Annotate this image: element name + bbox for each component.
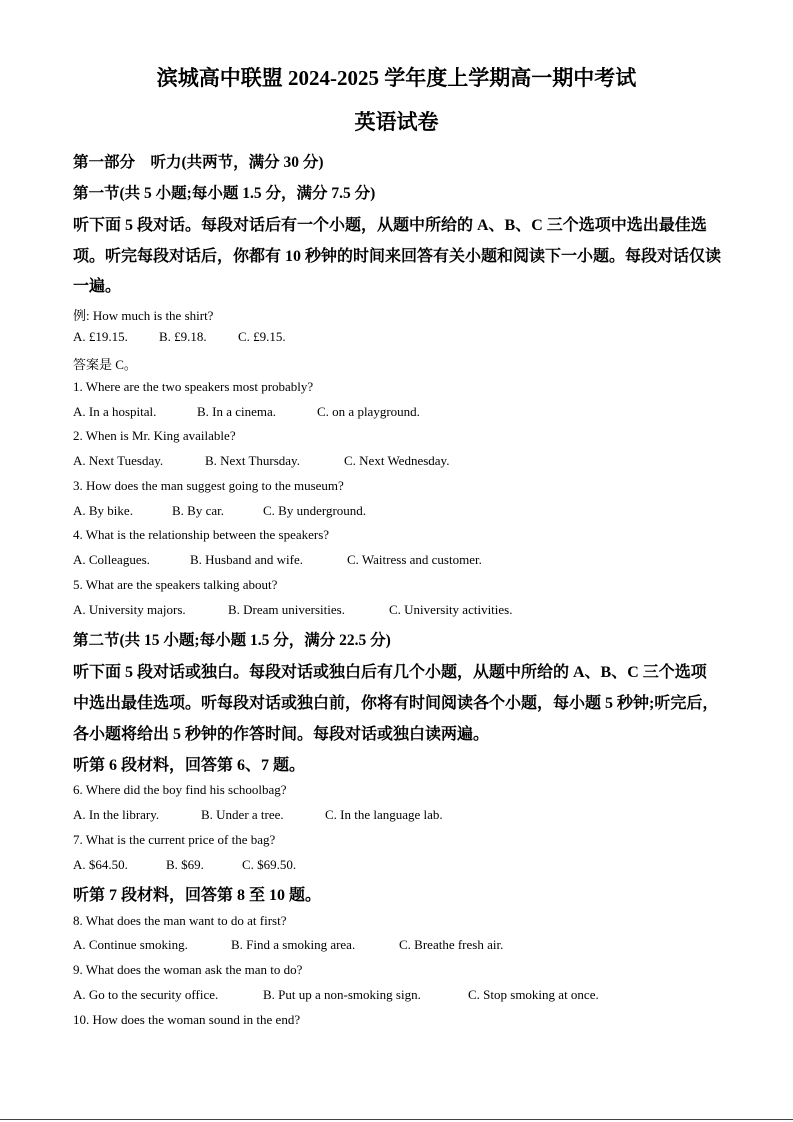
- example-answer: 答案是 C。: [73, 357, 137, 372]
- option: C. In the language lab.: [325, 807, 443, 822]
- option: A. Go to the security office.: [73, 987, 219, 1002]
- question: 5. What are the speakers talking about?: [73, 577, 278, 592]
- example-options: [73, 329, 286, 345]
- option: B. Find a smoking area.: [231, 937, 356, 952]
- section2-instruction: 各小题将给出 5 秒钟的作答时间。每段对话或独白读两遍。: [73, 726, 490, 743]
- option: B. In a cinema.: [197, 404, 277, 419]
- option: A. $64.50.: [73, 857, 128, 872]
- example-question: 例: How much is the shirt?: [73, 308, 214, 323]
- question: 2. When is Mr. King available?: [73, 428, 236, 443]
- question-options: [73, 404, 420, 420]
- question-options: [73, 602, 512, 618]
- question-options: [73, 807, 443, 823]
- option: B. $69.: [166, 857, 204, 872]
- question-options: [73, 987, 599, 1003]
- option: A. University majors.: [73, 602, 186, 617]
- option: C. $69.50.: [242, 857, 297, 872]
- section1-instruction: 一遍。: [73, 278, 122, 295]
- option: A. By bike.: [73, 503, 133, 518]
- option: B. Husband and wife.: [190, 552, 304, 567]
- material-heading: 听第 7 段材料，回答第 8 至 10 题。: [73, 887, 322, 904]
- option: A. Continue smoking.: [73, 937, 188, 952]
- section1-heading: 第一节(共 5 小题;每小题 1.5 分，满分 7.5 分): [73, 185, 376, 202]
- question: 9. What does the woman ask the man to do?: [73, 962, 303, 977]
- option: C. on a playground.: [317, 404, 420, 419]
- option: A. Colleagues.: [73, 552, 150, 567]
- question: 10. How does the woman sound in the end?: [73, 1012, 301, 1027]
- option: B. By car.: [172, 503, 224, 518]
- question: 4. What is the relationship between the speakers?: [73, 527, 330, 542]
- option: B. Next Thursday.: [205, 453, 300, 468]
- option: B. Under a tree.: [201, 807, 284, 822]
- option: B. Dream universities.: [228, 602, 345, 617]
- option: A. In the library.: [73, 807, 160, 822]
- option: C. By underground.: [263, 503, 367, 518]
- question: 6. Where did the boy find his schoolbag?: [73, 782, 287, 797]
- option: C. Breathe fresh air.: [399, 937, 504, 952]
- section2-instruction: 听下面 5 段对话或独白。每段对话或独白后有几个小题，从题中所给的 A、B、C 三个选项: [73, 664, 707, 681]
- option: A. In a hospital.: [73, 404, 157, 419]
- material-heading: 听第 6 段材料，回答第 6、7 题。: [73, 757, 306, 774]
- section2-instruction: 中选出最佳选项。听每段对话或独白前，你将有时间阅读各个小题，每小题 5 秒钟;听完后，: [73, 695, 719, 712]
- question-options: [73, 453, 449, 469]
- option: C. £9.15.: [238, 329, 286, 344]
- question-options: [73, 552, 482, 568]
- section1-instruction: 项。听完每段对话后，你都有 10 秒钟的时间来回答有关小题和阅读下一小题。每段对话仅读: [73, 248, 722, 265]
- option: C. Next Wednesday.: [344, 453, 450, 468]
- option: A. Next Tuesday.: [73, 453, 164, 468]
- question: 3. How does the man suggest going to the museum?: [73, 478, 344, 493]
- part1-heading: 第一部分 听力(共两节，满分 30 分): [73, 154, 324, 171]
- option: C. Waitress and customer.: [347, 552, 482, 567]
- question-options: [73, 937, 503, 953]
- option: B. £9.18.: [159, 329, 207, 344]
- section1-instruction: 听下面 5 段对话。每段对话后有一个小题，从题中所给的 A、B、C 三个选项中选出最佳选: [73, 217, 707, 234]
- option: B. Put up a non-smoking sign.: [263, 987, 421, 1002]
- question-options: [73, 503, 366, 519]
- exam-subtitle: 英语试卷: [354, 110, 439, 134]
- page-bottom-rule: [0, 1119, 793, 1120]
- exam-title: 滨城高中联盟 2024-2025 学年度上学期高一期中考试: [156, 66, 637, 90]
- question: 8. What does the man want to do at first?: [73, 913, 287, 928]
- question: 7. What is the current price of the bag?: [73, 832, 276, 847]
- option: C. University activities.: [389, 602, 513, 617]
- section2-heading: 第二节(共 15 小题;每小题 1.5 分，满分 22.5 分): [73, 632, 391, 649]
- option: C. Stop smoking at once.: [468, 987, 599, 1002]
- option: A. £19.15.: [73, 329, 128, 344]
- question-options: [73, 857, 296, 873]
- question: 1. Where are the two speakers most probably?: [73, 379, 314, 394]
